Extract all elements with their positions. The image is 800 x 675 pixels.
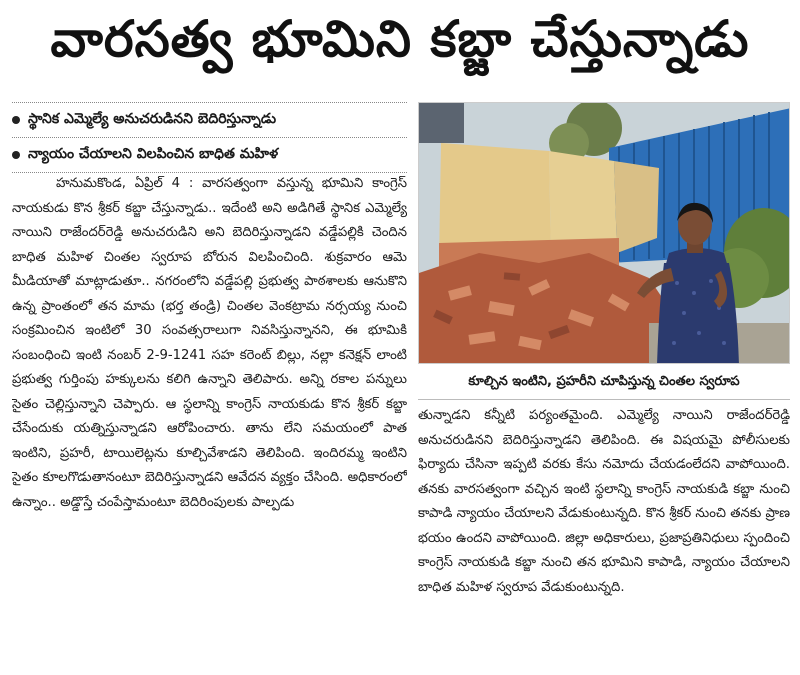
subhead-text: న్యాయం చేయాలని విలపించిన బాధిత మహిళ — [28, 145, 279, 162]
divider — [12, 102, 407, 103]
photo-caption: కూల్చిన ఇంటిని, ప్రహరీని చూపిస్తున్న చింతల స్వరూప — [418, 366, 790, 400]
bullet-icon — [12, 151, 20, 159]
subhead-1 — [12, 105, 407, 135]
bullet-icon — [12, 116, 20, 124]
divider — [12, 137, 407, 138]
article-headline: వారసత్వ భూమిని కబ్జా చేస్తున్నాడు — [50, 9, 750, 68]
body-paragraph: హనుమకొండ, ఏప్రిల్ 4 : వారసత్వంగా వస్తున్న భూమిని కాంగ్రెస్ నాయకుడు కొన శ్రీకర్ కబ్జా చేస్తున్నాడు.. ఇదేంటి అని అడిగితే స్థానిక ఎమ్మెల్యే నాయిని రాజేందర్‌రెడ్డి అనుచరుడిని అని బెదిరిస్తున్నాడని వడ్డేపల్లికి చెందిన బాధిత మహిళ చింతల స్వరూప బోరున విలపించింది. శుక్రవారం ఆమె మీడియాతో మాట్లాడుతూ.. నగరంలోని వడ్డేపల్లి ప్రభుత్వ పాఠశాలకు ఆనుకొని ఉన్న ప్రాంతంలో తన మామ (భర్త తండ్రి) చింతల వెంకట్రామ నర్సయ్య నుంచి సంక్రమించిన ఇంటిలో 30 సంవత్సరాలుగా నివసిస్తున్నానని, ఈ భూమికి సంబంధించి ఇంటి నంబర్ 2-9-1241 సహ కరెంట్ బిల్లు, నల్లా కనెక్షన్ లాంటి ప్రభుత్వ గుర్తింపు హక్కులను కలిగి ఉన్నాని తెలిపారు. అన్ని రకాల పన్నులు సైతం చెల్లిస్తున్నాని చెప్పారు. ఆ స్థలాన్ని కాంగ్రెస్ నాయకుడు కొన శ్రీకర్ కబ్జా చేసేందుకు యత్నిస్తున్నాడని ఆరోపించారు. తాను లేని సమయంలో పాత ఇంటిని, ప్రహరీ, టాయిలెట్లను కూల్చివేశాడని తెలిపింది. ఇందిరమ్మ ఇంటిని సైతం కూలగొడుతానంటూ బెదిరిస్తున్నాడని ఆవేదన వ్యక్తం చేసింది. అధికారంలో ఉన్నాం.. అడ్డొస్తే చంపేస్తామంటూ బెదిరింపులకు పాల్పడు — [12, 176, 407, 510]
subhead-text: స్థానిక ఎమ్మెల్యే అనుచరుడినని బెదిరిస్తున్నాడు — [28, 110, 277, 127]
article-body-left — [12, 172, 407, 667]
news-photo — [418, 102, 790, 364]
subheads — [12, 100, 407, 175]
subhead-2 — [12, 140, 407, 170]
article-body-right — [418, 404, 790, 667]
body-paragraph: తున్నాడని కన్నీటి పర్యంతమైంది. ఎమ్మెల్యే నాయిని రాజేందర్‌రెడ్డి అనుచరుడినని బెదిరిస్తున్నాడని తెలిపింది. ఈ విషయమై పోలీసులకు ఫిర్యాదు చేసినా ఇప్పటి వరకు కేసు నమోదు చేయడంలేదని వాపోయింది. తనకు వారసత్వంగా వచ్చిన ఇంటి స్థలాన్ని కాంగ్రెస్ నాయకుడి కబ్జా నుంచి కాపాడి న్యాయం చేయాలని వేడుకుంటున్నది. కొన శ్రీకర్ నుంచి తనకు ప్రాణ భయం ఉందని వాపోయింది. జిల్లా అధికారులు, ప్రజాప్రతినిధులు స్పందించి కాంగ్రెస్ నాయకుడి కబ్జా నుంచి తన భూమిని కాపాడి, న్యాయం చేయాలని బాధిత మహిళ స్వరూప వేడుకుంటున్నది. — [418, 408, 790, 595]
